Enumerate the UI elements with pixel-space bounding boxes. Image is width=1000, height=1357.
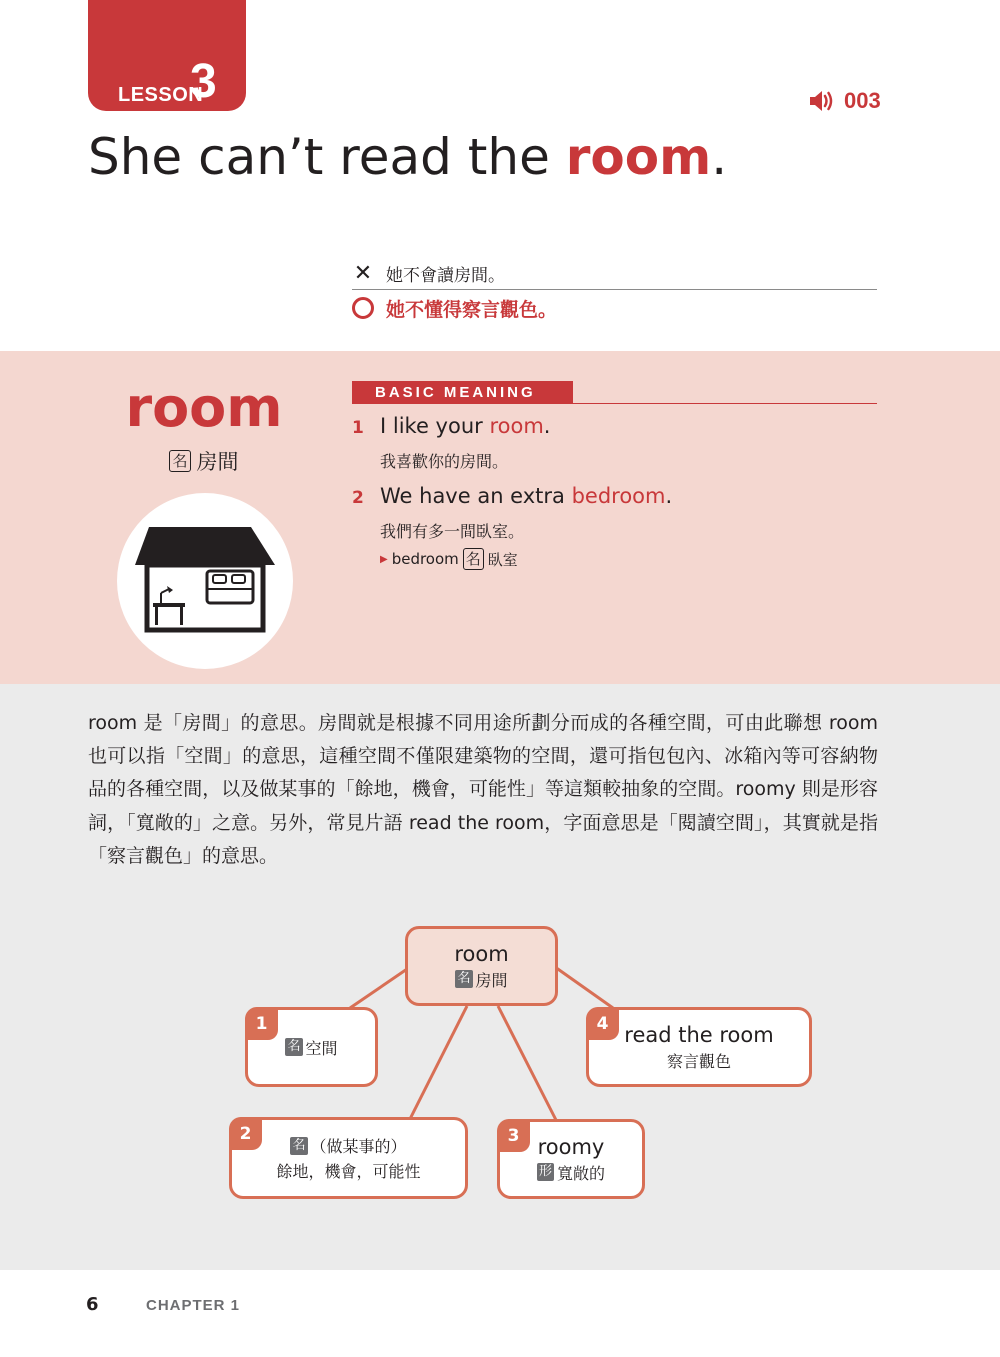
mindmap-node-phrase: read the room bbox=[624, 1022, 774, 1047]
correct-translation-text: 她不懂得察言觀色。 bbox=[386, 298, 558, 321]
mindmap-node-meaning bbox=[290, 1134, 406, 1157]
noun-badge: 名 bbox=[463, 548, 484, 570]
noun-badge: 名 bbox=[169, 450, 190, 472]
wrong-translation-text: 她不會讀房間。 bbox=[386, 266, 505, 286]
explanation-paragraph: room 是「房間」的意思。房間就是根據不同用途所劃分而成的各種空間，可由此聯想 room 也可以指「空間」的意思，這種空間不僅限建築物的空間，還可指包包內、冰箱內等可容納物品的各種空間，以及做某事的「餘地，機會，可能性」等這類較抽象的空間。roomy 則是形容詞，「寬敞的」之意。另外，常見片語 read the room，字面意思是「閱讀空間」，其實就是指「察言觀色」的意思。 bbox=[88, 712, 878, 867]
mindmap-node-zh: 察言觀色 bbox=[666, 1051, 731, 1071]
mindmap-node-zh: （做某事的） bbox=[310, 1137, 407, 1156]
example-translation: 我們有多一間臥室。 bbox=[380, 522, 525, 541]
noun-badge: 名 bbox=[287, 1039, 301, 1054]
example-end: . bbox=[665, 484, 673, 508]
mindmap-node-3 bbox=[497, 1119, 645, 1199]
entry-word: room bbox=[125, 376, 283, 439]
mindmap-center-meaning bbox=[455, 968, 507, 991]
example-translation: 我喜歡你的房間。 bbox=[380, 452, 509, 471]
mindmap-center-word: room bbox=[454, 941, 509, 966]
entry-meaning: 房間 bbox=[196, 450, 239, 474]
mindmap-node-number: 3 bbox=[497, 1119, 530, 1152]
mindmap-node-4 bbox=[586, 1007, 812, 1087]
adjective-badge: 形 bbox=[538, 1164, 552, 1179]
page-number: 6 bbox=[86, 1294, 99, 1315]
audio-code: 003 bbox=[844, 88, 881, 113]
mindmap-node-zh: 空間 bbox=[305, 1038, 338, 1058]
mindmap-center-node bbox=[405, 926, 558, 1006]
headline-keyword: room bbox=[565, 128, 712, 186]
mindmap-node-word: roomy bbox=[537, 1134, 605, 1159]
example-number: 2 bbox=[352, 488, 364, 508]
headline-period: . bbox=[711, 128, 728, 186]
headline-text: She can’t read the bbox=[88, 128, 566, 186]
cross-icon: ✕ bbox=[353, 261, 373, 286]
triangle-right-icon: ▶ bbox=[380, 553, 388, 565]
mindmap-center-zh: 房間 bbox=[475, 970, 508, 990]
example-keyword: room bbox=[489, 414, 544, 438]
mindmap-node-meaning bbox=[537, 1161, 605, 1184]
lesson-label: LESSON bbox=[118, 84, 204, 106]
mindmap-node-zh-line2: 餘地，機會，可能性 bbox=[276, 1162, 421, 1181]
related-word-meaning: 臥室 bbox=[487, 550, 518, 569]
example-text: We have an extra bbox=[380, 484, 572, 508]
mindmap-node-number: 1 bbox=[245, 1007, 278, 1040]
example-number: 1 bbox=[352, 418, 364, 438]
mindmap-node-2 bbox=[229, 1117, 468, 1199]
example-end: . bbox=[543, 414, 551, 438]
mindmap-node-1 bbox=[245, 1007, 378, 1087]
noun-badge: 名 bbox=[292, 1137, 306, 1153]
mindmap-node-zh: 寬敞的 bbox=[557, 1163, 606, 1183]
mindmap-node-meaning bbox=[285, 1036, 337, 1059]
lesson-number: 3 bbox=[190, 55, 217, 108]
chapter-label: CHAPTER 1 bbox=[146, 1297, 241, 1314]
example-text: I like your bbox=[380, 414, 490, 438]
noun-badge: 名 bbox=[457, 971, 471, 986]
mindmap-node-number: 2 bbox=[229, 1117, 262, 1150]
example-keyword: bedroom bbox=[571, 484, 666, 508]
related-word: bedroom bbox=[391, 550, 459, 568]
basic-meaning-label: BASIC MEANING bbox=[352, 381, 573, 404]
mindmap-node-number: 4 bbox=[586, 1007, 619, 1040]
